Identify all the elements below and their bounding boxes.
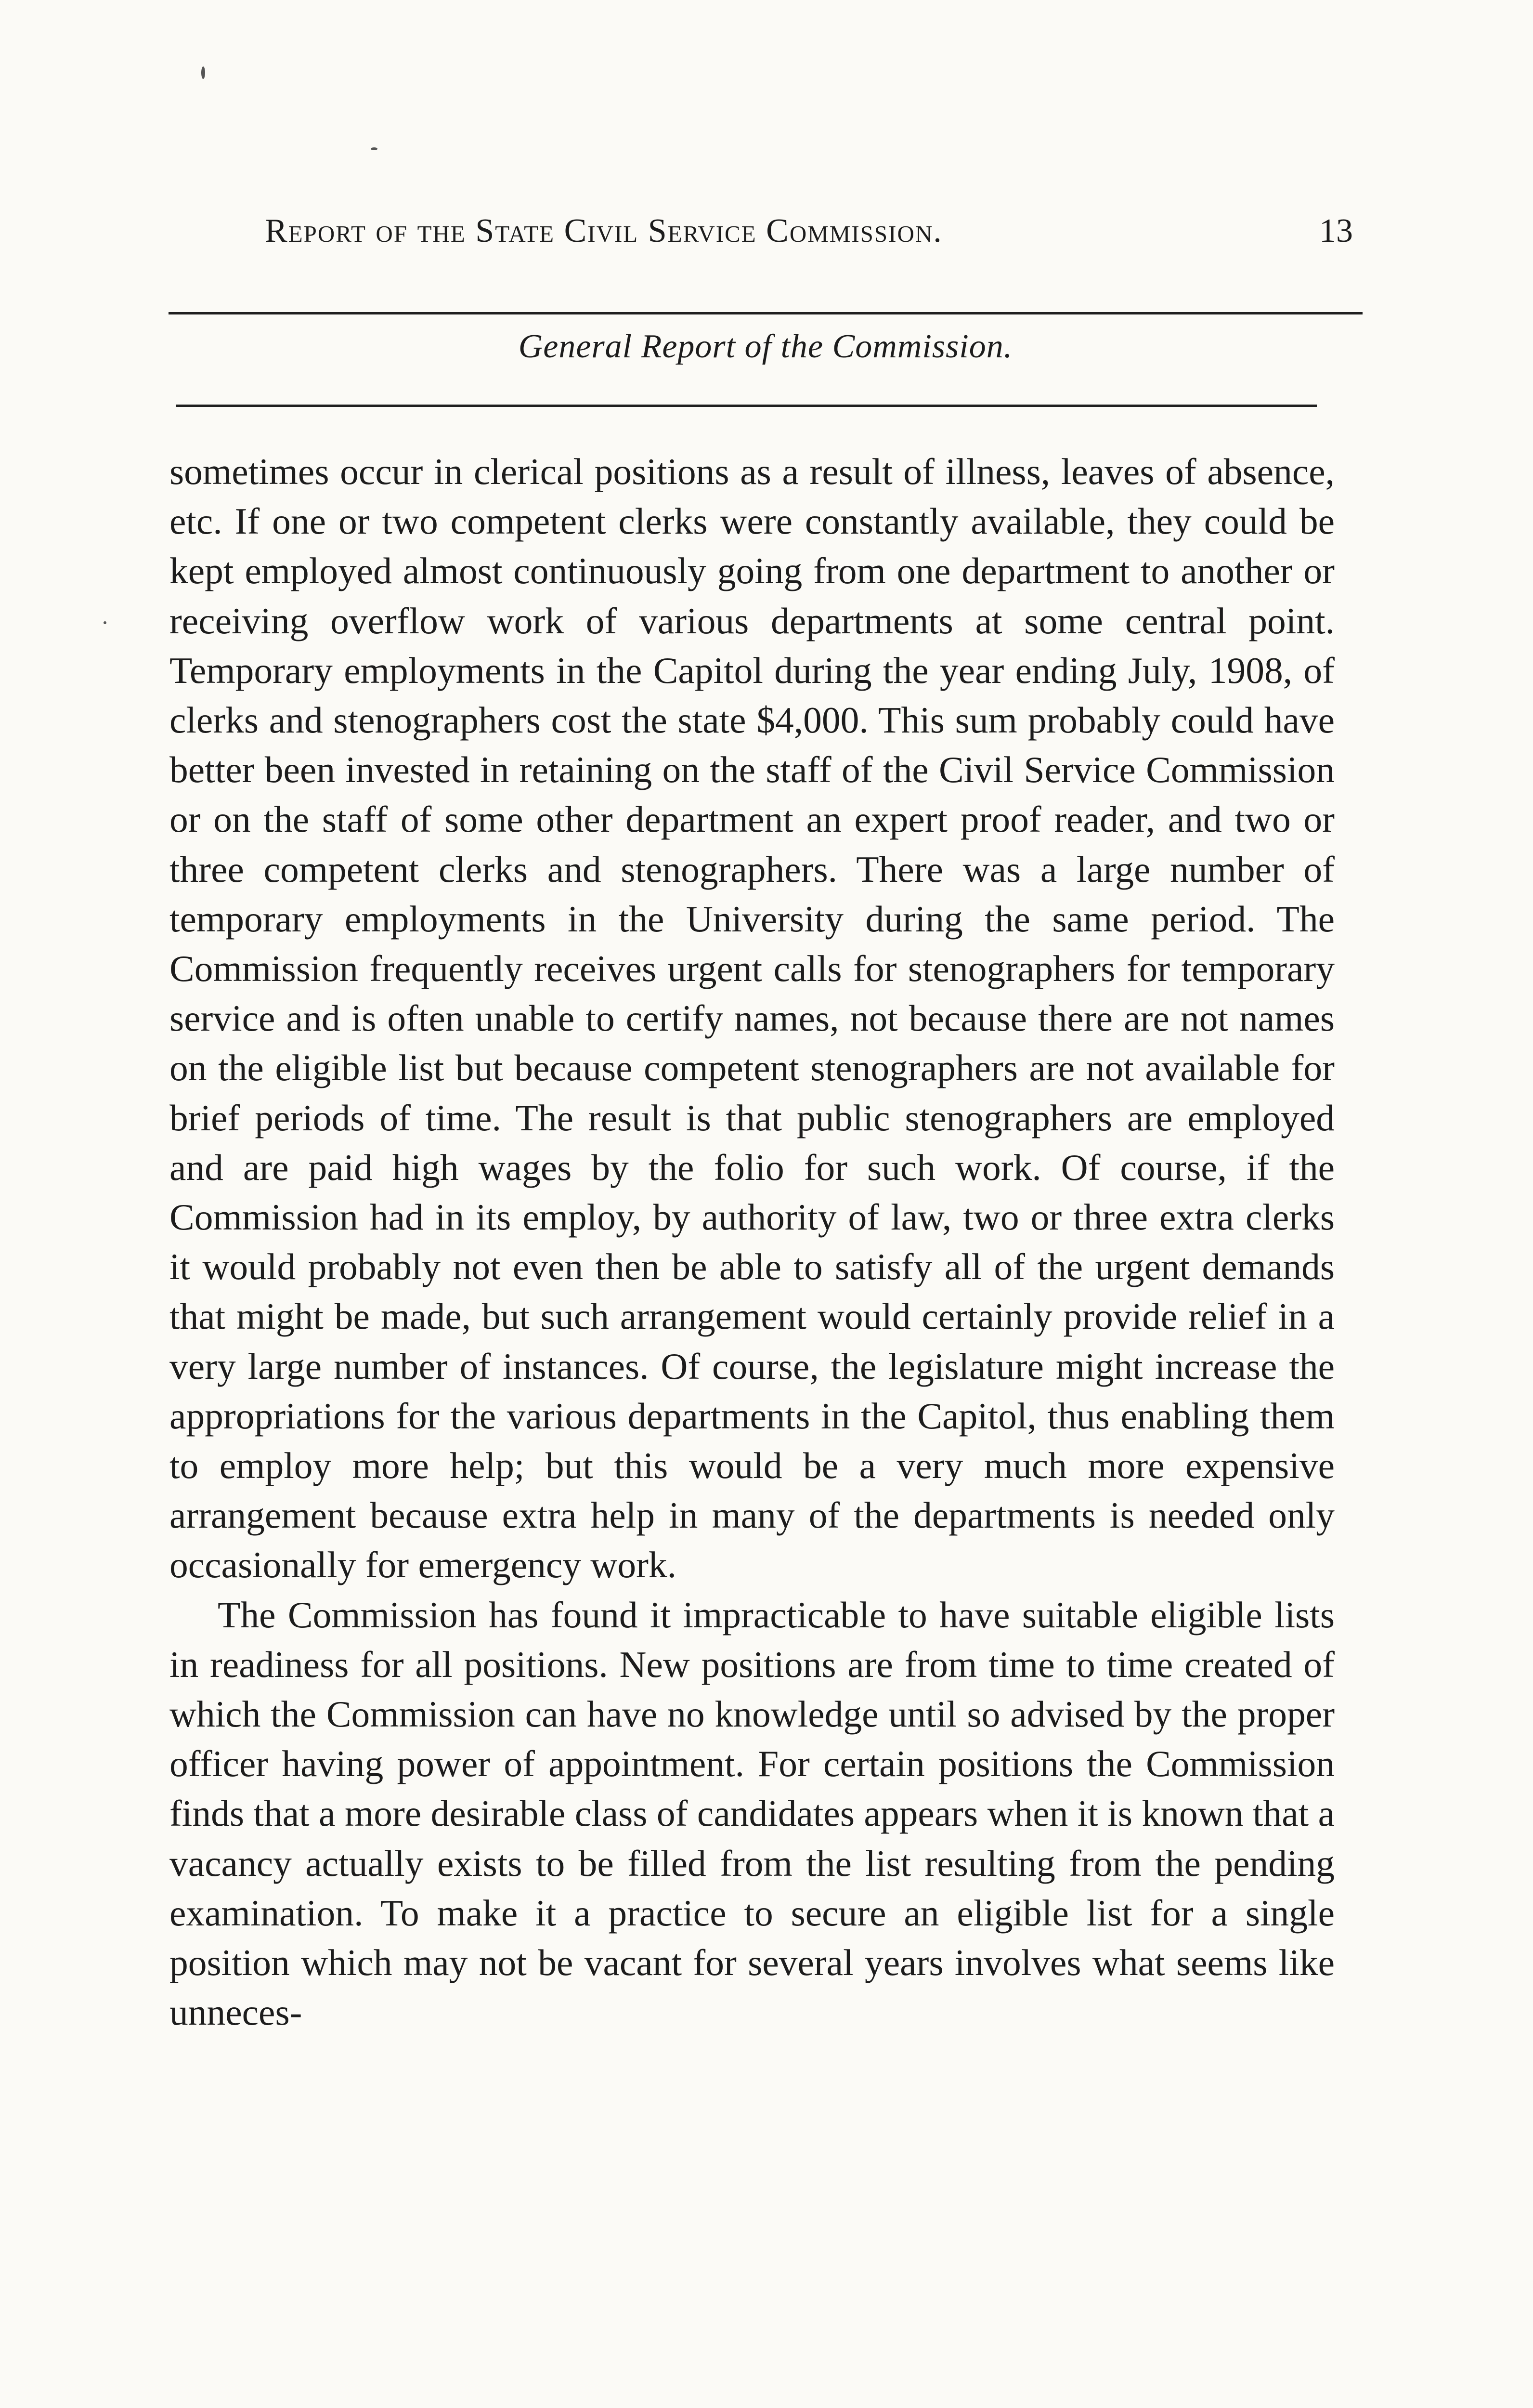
header-rule-bottom [176,405,1317,407]
section-title: General Report of the Commission. [518,328,1013,365]
scan-speck [371,147,377,150]
paragraph-2: The Commission has found it impracticable to have suitable eligible lists in readiness for all positions. New positions are from time to time created of which the Commission can have no knowledge until so advised by the proper officer having power of appointment. For certain positions the Commission finds that a more desirable class of candidates appears when it is known that a vacancy actually exists to be filled from the list resulting from the pending examination. To make it a practice to secure an eligible list for a single position which may not be vacant for several years involves what seems like unneces- [169,1594,1335,2033]
page-number: 13 [1319,212,1353,249]
running-head [265,212,1353,260]
scan-speck [201,66,205,79]
scan-speck [104,621,106,624]
header-rule-top [169,312,1363,314]
body-text [169,447,1335,2038]
paragraph-1: sometimes occur in clerical positions as a result of illness, leaves of absence, etc. If one or two competent clerks were constantly available, they could be kept employed almost continuously going from one department to another or receiving overflow work of various departments at some central point. Temporary employments in the Capitol during the year ending July, 1908, of clerks and stenographers cost the state $4,000. This sum probably could have better been invested in retaining on the staff of the Civil Service Commission or on the staff of some other department an expert proof reader, and two or three competent clerks and stenographers. There was a large number of temporary employments in the University during the same period. The Commission frequently receives urgent calls for stenographers for temporary service and is often unable to certify names, not because there are not names on the eligible list but because competent stenographers are not available for brief periods of time. The result is that public stenographers are employed and are paid high wages by the folio for such work. Of course, if the Commission had in its employ, by authority of law, two or three extra clerks it would probably not even then be able to satisfy all of the urgent demands that might be made, but such arrangement would certainly provide relief in a very large number of instances. Of course, the legislature might increase the appropriations for the various departments in the Capitol, thus enabling them to employ more help; but this would be a very much more expensive arrangement because extra help in many of the departments is needed only occasionally for emergency work. [169,451,1335,1586]
running-title: Report of the State Civil Service Commission. [265,212,943,249]
